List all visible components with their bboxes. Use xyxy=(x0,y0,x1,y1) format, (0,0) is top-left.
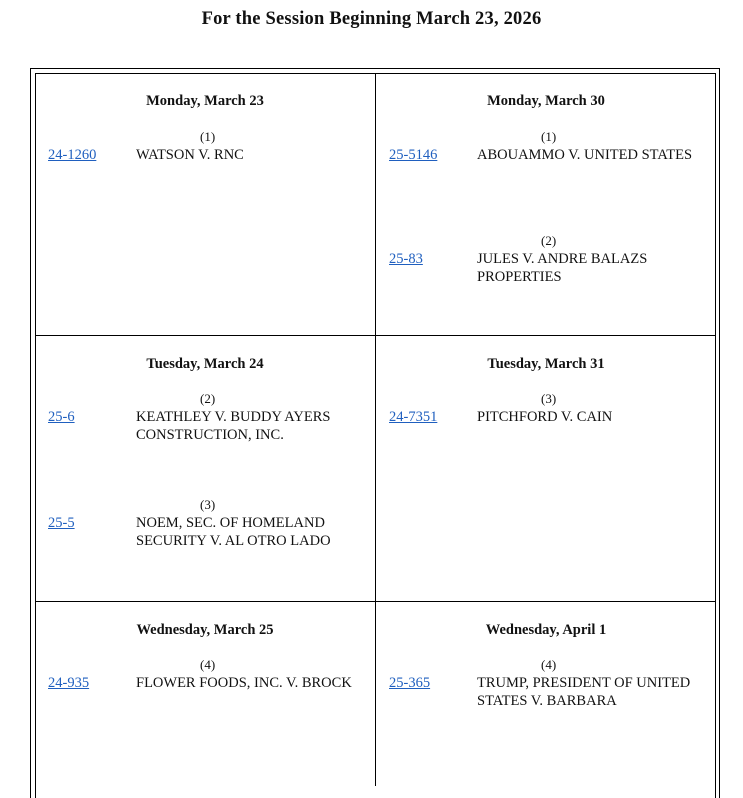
day-heading: Tuesday, March 24 xyxy=(146,356,264,372)
case-name: NOEM, SEC. OF HOMELAND SECURITY V. AL OTRO LADO xyxy=(136,515,331,549)
page-title: For the Session Beginning March 23, 2026 xyxy=(201,9,542,29)
case-order-number: (1) xyxy=(200,129,216,144)
day-heading: Tuesday, March 31 xyxy=(487,356,605,372)
day-heading: Monday, March 30 xyxy=(487,93,605,109)
docket-link[interactable]: 25-6 xyxy=(48,409,75,425)
case-order-number: (4) xyxy=(200,657,216,672)
case-order-number: (3) xyxy=(200,497,216,512)
case-name: FLOWER FOODS, INC. V. BROCK xyxy=(136,675,352,691)
case-name: TRUMP, PRESIDENT OF UNITED STATES V. BARBARA xyxy=(477,675,691,709)
day-heading: Wednesday, March 25 xyxy=(136,622,274,638)
docket-link[interactable]: 24-935 xyxy=(48,675,90,691)
case-name: ABOUAMMO V. UNITED STATES xyxy=(477,147,693,163)
day-heading: Wednesday, April 1 xyxy=(485,622,607,638)
row-divider xyxy=(35,601,716,602)
case-order-number: (4) xyxy=(541,657,557,672)
case-order-number: (3) xyxy=(541,391,557,406)
case-name: JULES V. ANDRE BALAZS PROPERTIES xyxy=(477,251,648,285)
case-order-number: (2) xyxy=(200,391,216,406)
case-order-number: (2) xyxy=(541,233,557,248)
docket-link[interactable]: 24-1260 xyxy=(48,147,97,163)
docket-link[interactable]: 25-5 xyxy=(48,515,75,531)
docket-link[interactable]: 24-7351 xyxy=(389,409,438,425)
row-divider xyxy=(35,335,716,336)
docket-link[interactable]: 25-5146 xyxy=(389,147,438,163)
case-name: KEATHLEY V. BUDDY AYERS CONSTRUCTION, INC. xyxy=(136,409,331,443)
case-name: PITCHFORD V. CAIN xyxy=(477,409,613,425)
day-heading: Monday, March 23 xyxy=(146,93,264,109)
docket-link[interactable]: 25-83 xyxy=(389,251,423,267)
case-order-number: (1) xyxy=(541,129,557,144)
column-divider xyxy=(375,73,376,786)
docket-link[interactable]: 25-365 xyxy=(389,675,431,691)
case-name: WATSON V. RNC xyxy=(136,147,244,163)
